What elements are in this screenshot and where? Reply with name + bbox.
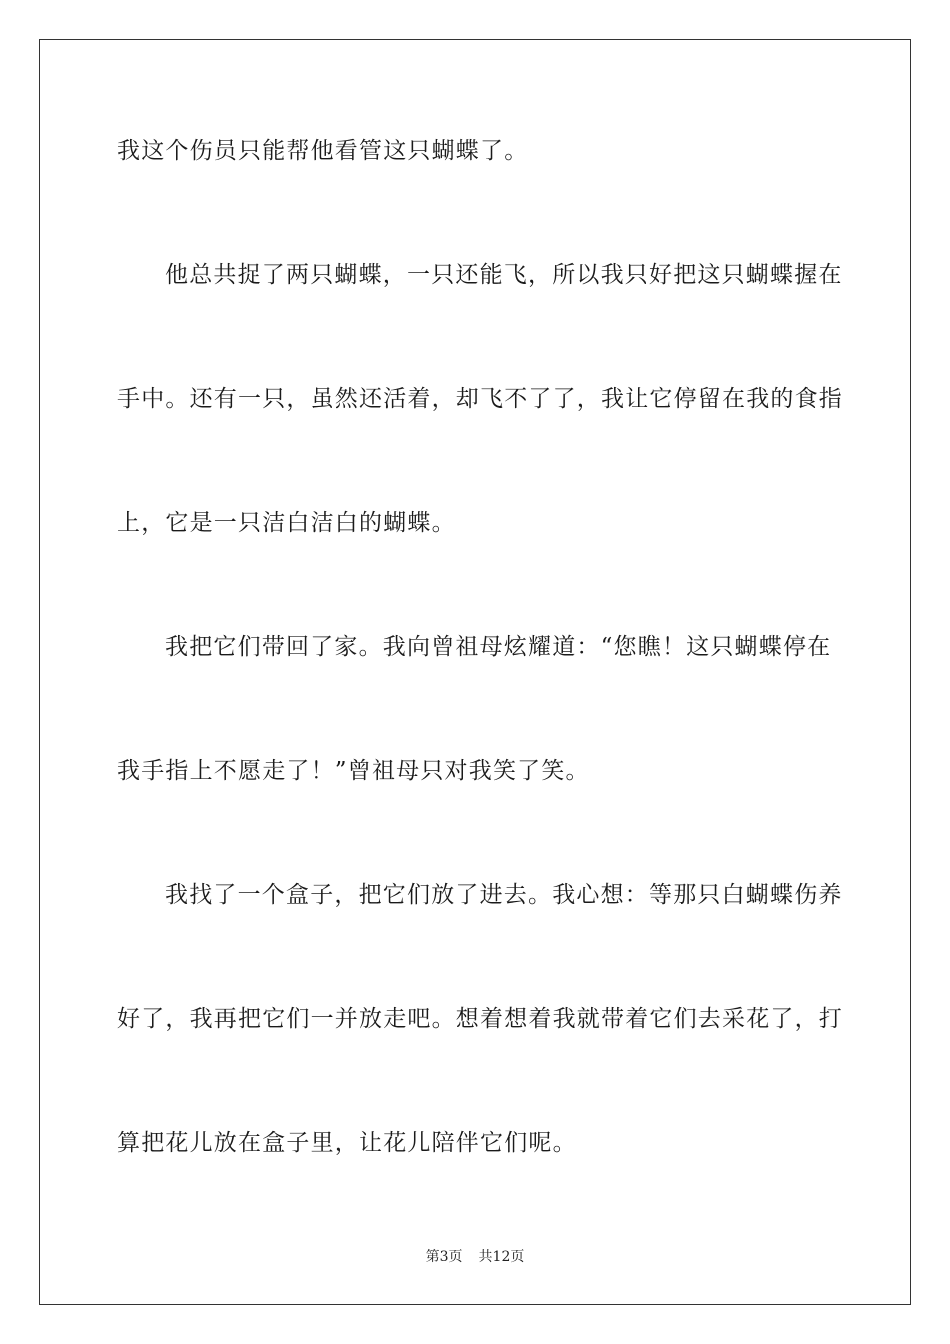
total-pages: 共12页	[478, 1249, 525, 1265]
text-line: 好了，我再把它们一并放走吧。想着想着我就带着它们去采花了，打	[117, 1006, 843, 1032]
text-line: 上，它是一只洁白洁白的蝴蝶。	[117, 510, 456, 536]
paragraph-first-line: 我找了一个盒子，把它们放了进去。我心想：等那只白蝴蝶伤养	[165, 882, 843, 908]
text-line: 我手指上不愿走了！”曾祖母只对我笑了笑。	[117, 758, 590, 784]
text-line: 手中。还有一只，虽然还活着，却飞不了了，我让它停留在我的食指	[117, 386, 843, 412]
paragraph-first-line: 我把它们带回了家。我向曾祖母炫耀道：“您瞧！这只蝴蝶停在	[165, 634, 832, 660]
text-line: 算把花儿放在盒子里，让花儿陪伴它们呢。	[117, 1130, 577, 1156]
paragraph-first-line: 他总共捉了两只蝴蝶，一只还能飞，所以我只好把这只蝴蝶握在	[165, 262, 843, 288]
page-number: 第3页	[425, 1249, 463, 1265]
page-border	[39, 39, 911, 1305]
page-footer	[0, 1248, 950, 1266]
text-line: 我这个伤员只能帮他看管这只蝴蝶了。	[117, 138, 529, 164]
